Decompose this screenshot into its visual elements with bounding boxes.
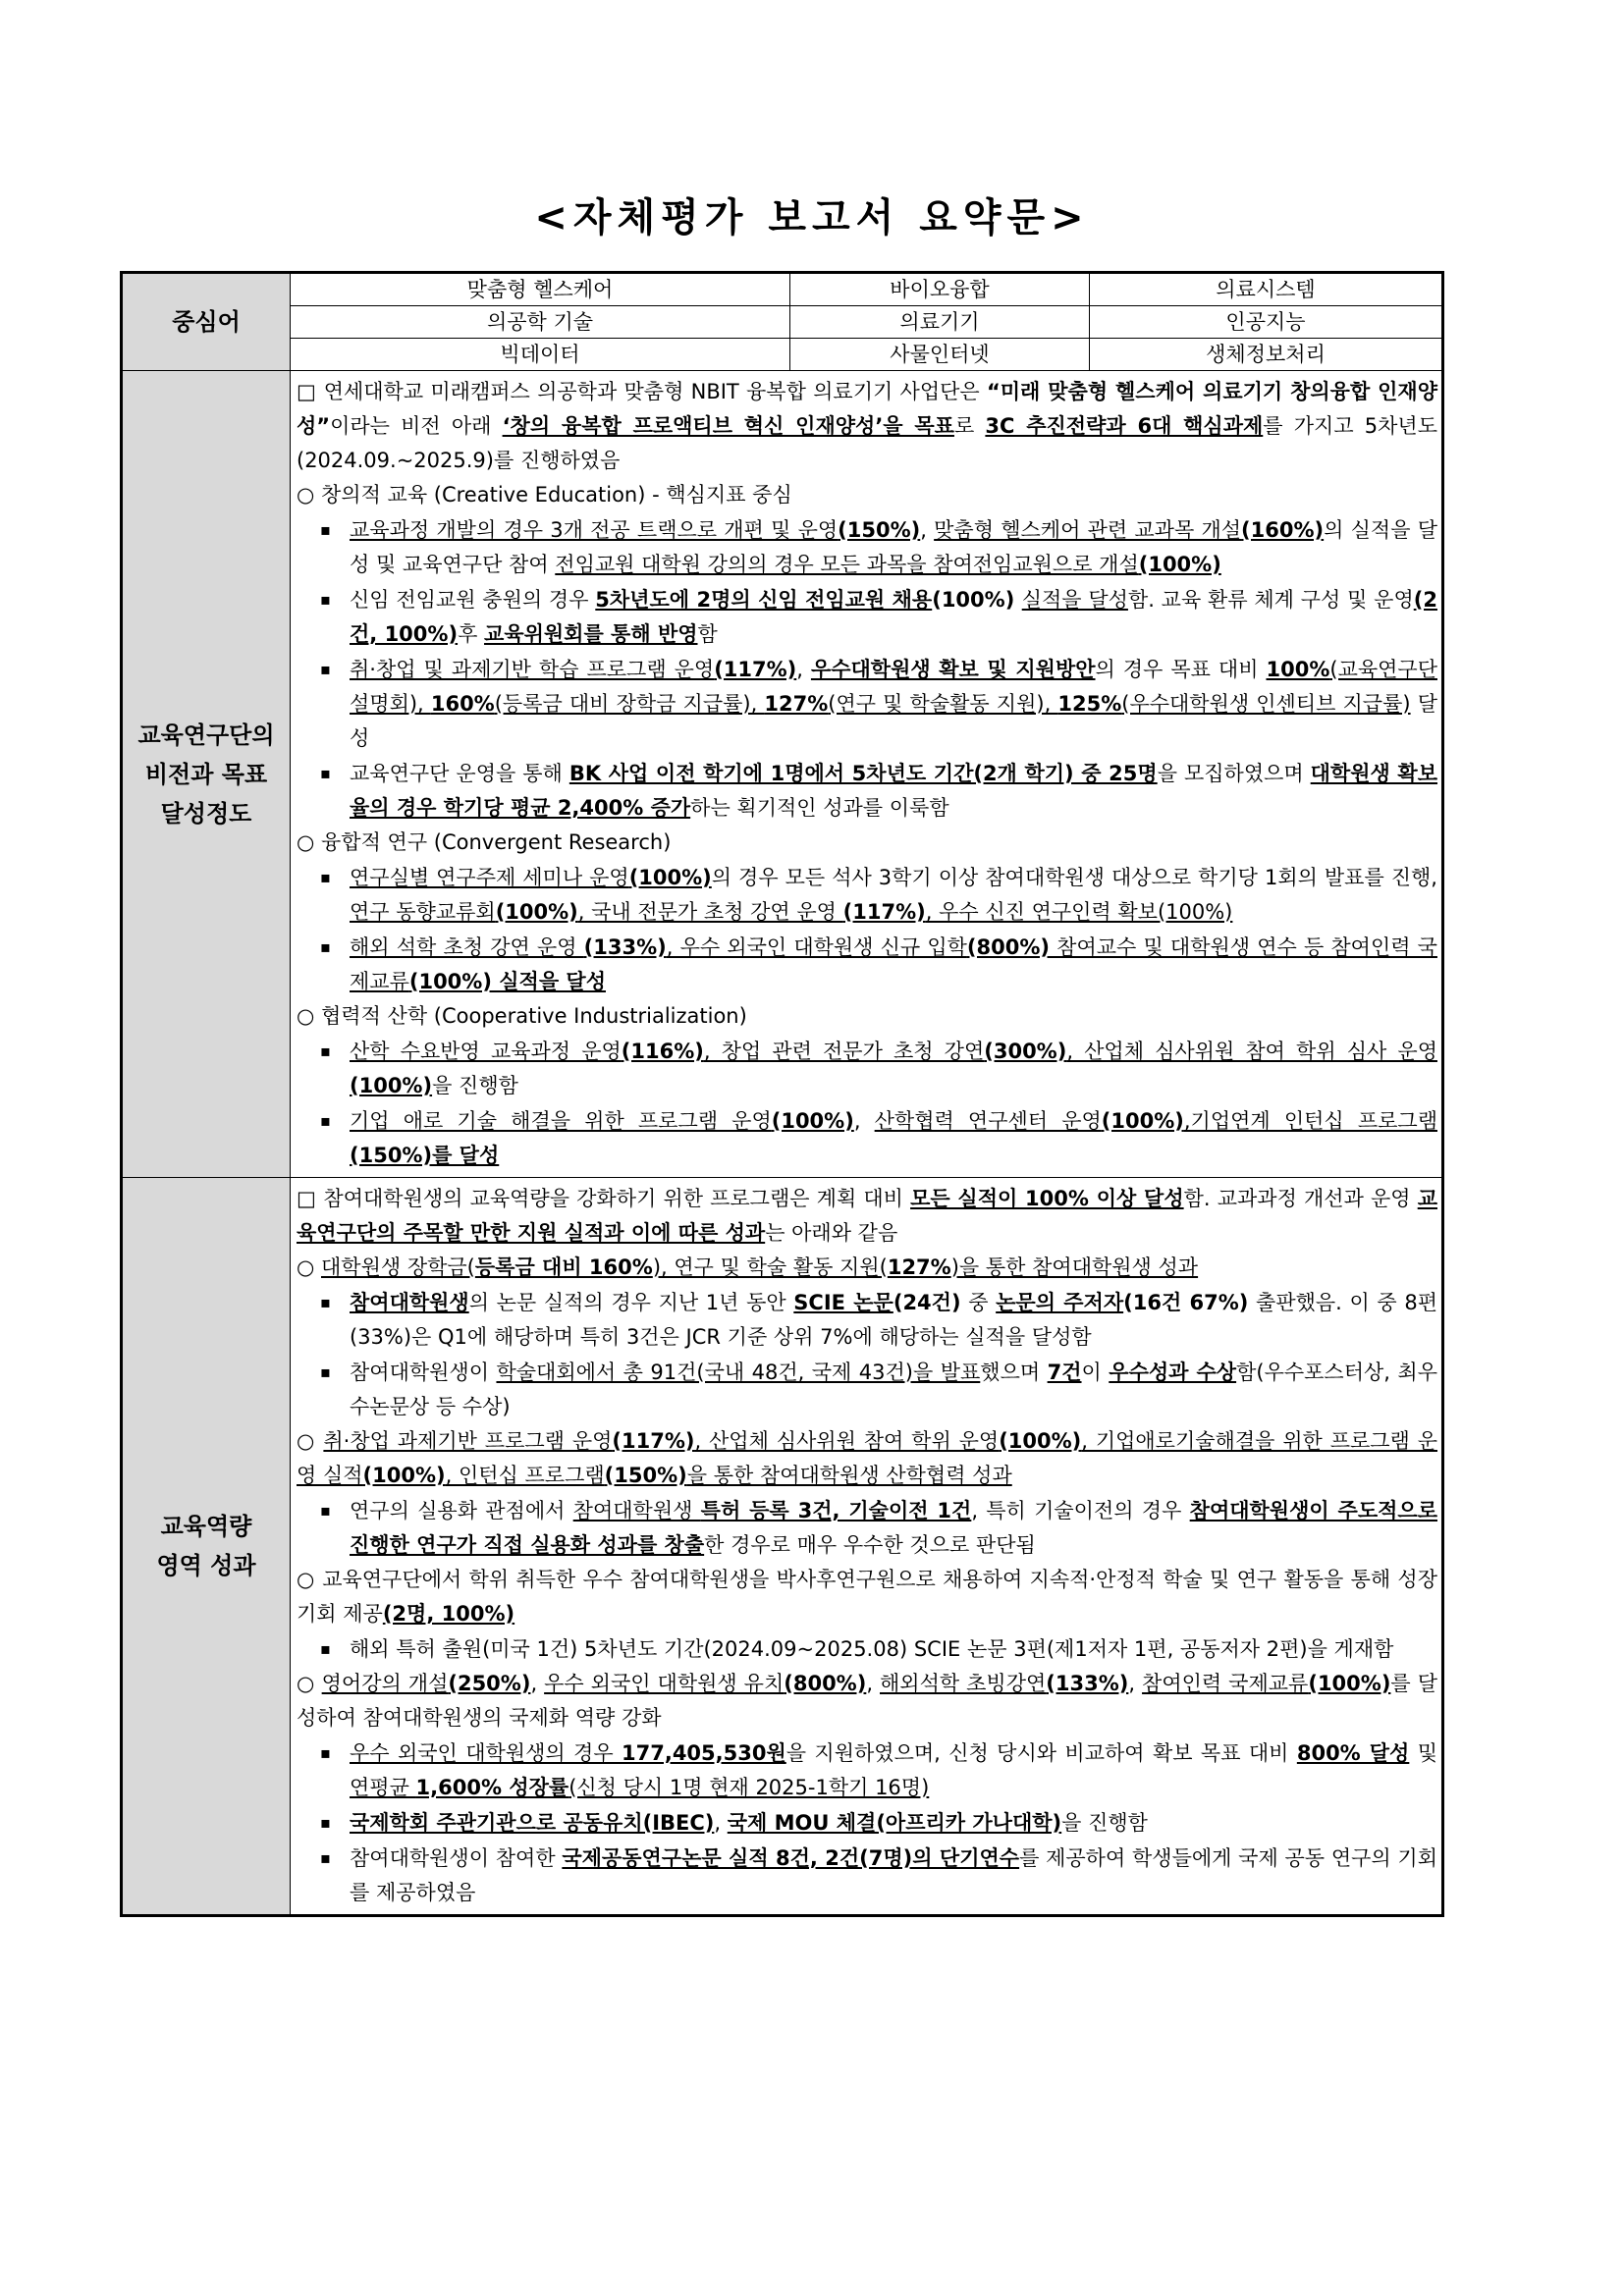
text-run: (100%) — [999, 1429, 1082, 1453]
text-run: 1,600% 성장률 — [415, 1776, 569, 1799]
text-run: , — [796, 658, 811, 681]
text-run: 는 아래와 같음 — [765, 1221, 898, 1245]
text-run: 을 진행함 — [432, 1074, 518, 1097]
text-run: 기업 애로 기술 해결을 위한 프로그램 운영 — [350, 1109, 772, 1133]
text-run: 국제학회 주관기관으로 공동유치(IBEC) — [350, 1811, 715, 1835]
international-bullet — [350, 1841, 1437, 1910]
text-run: 참여대학원생 — [572, 1499, 701, 1522]
postdoc-heading — [297, 1563, 1437, 1631]
text-run: 우수 외국인 대학원생의 경우 — [350, 1741, 622, 1765]
text-run: 모든 실적이 100% 이상 달성 — [910, 1187, 1184, 1210]
text-run: ○ — [297, 1255, 321, 1279]
vision-content — [291, 371, 1443, 1178]
vision-header — [122, 371, 291, 1178]
text-run: 참여대학원생이 참여한 — [350, 1846, 563, 1870]
text-run: 이라는 비전 아래 — [330, 414, 503, 438]
text-run: 177,405,530원 — [622, 1741, 786, 1765]
text-run: (100%) — [495, 900, 578, 924]
text-run: 함. 교과과정 개선과 운영 — [1183, 1187, 1418, 1210]
international-heading — [297, 1667, 1437, 1735]
text-run: (150%) — [604, 1464, 687, 1487]
text-run: (117%) — [612, 1429, 695, 1453]
creative-bullet — [350, 652, 1437, 756]
text-run: )을 통한 참여대학원생 성과 — [950, 1255, 1199, 1279]
text-run: 이 — [1081, 1361, 1110, 1384]
text-run: 후 — [458, 622, 485, 646]
text-run: 연구실별 연구주제 세미나 운영 — [350, 866, 629, 889]
text-run: (100%) — [932, 588, 1022, 612]
text-run: 해외석학 초빙강연 — [880, 1672, 1047, 1695]
text-run: 교육과정 개발의 경우 3개 전공 트랙으로 개편 및 운영 — [350, 518, 839, 542]
text-run: 달성 — [350, 692, 1437, 750]
text-run: 참여대학원생 — [350, 1291, 469, 1314]
text-run: (연구 및 학술활동 지원), — [828, 692, 1058, 716]
text-run: 함 — [697, 622, 718, 646]
text-run: (교육연구단 설명회), — [350, 658, 1437, 716]
text-run: 127% — [764, 692, 829, 716]
text-run: 의 경우 목표 대비 — [1095, 658, 1267, 681]
keyword-cell: 인공지능 — [1090, 306, 1443, 339]
international-bullet — [350, 1735, 1437, 1805]
text-run: 을 지원하였으며, 신청 당시와 비교하여 확보 목표 대비 — [785, 1741, 1297, 1765]
text-run: □ 연세대학교 미래캠퍼스 의공학과 맞춤형 NBIT 융복합 의료기기 사업단은 — [297, 380, 987, 403]
text-run: □ 참여대학원생의 교육역량을 강화하기 위한 프로그램은 계획 대비 — [297, 1187, 911, 1210]
text-run: , — [866, 1672, 880, 1695]
text-run: 참여인력 국제교류 — [1142, 1672, 1309, 1695]
text-run: 연구의 실용화 관점에서 — [350, 1499, 573, 1522]
text-run: ○ 교육연구단에서 학위 취득한 우수 참여대학원생을 박사후연구원으로 채용하여 지속적·안정적 학술 및 연구 활동을 통해 성장 기회 제공 — [297, 1568, 1437, 1626]
summary-table — [120, 271, 1444, 1917]
vision-header-line: 달성정도 — [160, 799, 252, 828]
text-run: 3C 추진전략과 6대 핵심과제 — [985, 414, 1264, 438]
text-run: ), 연구 및 학술 활동 지원( — [652, 1255, 888, 1279]
text-run: 특허 등록 3건, 기술이전 1건 — [700, 1499, 972, 1522]
keyword-row — [122, 273, 1443, 306]
text-run: BK 사업 이전 학기에 1명에서 5차년도 기간(2개 학기) 중 25명 — [568, 762, 1158, 785]
text-run: 125% — [1057, 692, 1122, 716]
text-run: 우수성과 수상 — [1109, 1361, 1237, 1384]
text-run: (100%) — [628, 866, 712, 889]
text-run: 7건 — [1047, 1361, 1082, 1384]
keywords-header: 중심어 — [122, 273, 291, 371]
text-run: (100%) — [1308, 1672, 1391, 1695]
text-run: 함(우수포스터상, 최우수논문상 등 수상) — [350, 1361, 1437, 1418]
text-run: 국제공동연구논문 실적 8건, 2건(7명)의 단기연수 — [562, 1846, 1020, 1870]
convergent-bullet — [350, 930, 1437, 999]
creative-bullet — [350, 756, 1437, 826]
text-run: , — [530, 1672, 545, 1695]
vision-header-line: 비전과 목표 — [144, 760, 268, 788]
text-run: 연평균 — [350, 1776, 416, 1799]
text-run: (16건 67%) — [1123, 1291, 1249, 1314]
text-run: 800% 달성 — [1296, 1741, 1410, 1765]
keyword-cell: 의료시스템 — [1090, 273, 1443, 306]
text-run: 를 가지고 5차년도(2024.09.~2025.9)를 진행하였음 — [297, 414, 1437, 472]
text-run: ‘창의 융복합 프로액티브 혁신 인재양성’을 목표 — [502, 414, 954, 438]
capacity-header — [122, 1178, 291, 1916]
text-run: 의 경우 모든 석사 3학기 이상 참여대학원생 대상으로 학기당 1회의 발표를 진행, — [711, 866, 1437, 889]
text-run: 했으며 — [980, 1361, 1048, 1384]
vision-header-line: 교육연구단의 — [137, 721, 275, 749]
capacity-header-line: 영역 성과 — [156, 1552, 256, 1579]
keyword-cell: 빅데이터 — [291, 339, 790, 371]
text-run: 해외 석학 초청 강연 운영 — [350, 935, 584, 959]
text-run: 160% — [430, 692, 495, 716]
text-run: (117%) — [842, 900, 926, 924]
text-run: (100%) 실적을 달성 — [408, 970, 606, 993]
text-run: 신임 전임교원 충원의 경우 — [350, 588, 596, 612]
scholarship-heading — [297, 1251, 1437, 1285]
creative-bullet — [350, 582, 1437, 652]
text-run: , 산업체 심사위원 참여 학위 심사 운영 — [1066, 1040, 1437, 1063]
international-bullet — [350, 1805, 1437, 1841]
text-run: (등록금 대비 장학금 지급률), — [494, 692, 765, 716]
text-run: 교육연구단 운영을 통해 — [350, 762, 569, 785]
text-run: (800%) — [784, 1672, 867, 1695]
text-run: ,기업연계 인턴십 프로그램 — [1183, 1109, 1437, 1133]
keyword-cell: 의료기기 — [790, 306, 1090, 339]
text-run: (133%) — [1046, 1672, 1129, 1695]
text-run: (250%) — [448, 1672, 531, 1695]
text-run: 산학협력 연구센터 운영 — [874, 1109, 1102, 1133]
text-run: (100%) — [1101, 1109, 1184, 1133]
text-run: (117%) — [714, 658, 797, 681]
text-run: 의 논문 실적의 경우 지난 1년 동안 — [468, 1291, 794, 1314]
text-run: 연구 동향교류회 — [350, 900, 496, 924]
text-run: (150%) — [838, 518, 921, 542]
text-run: 학술대회에서 총 91건(국내 48건, 국제 43건)을 발표 — [496, 1361, 981, 1384]
keyword-cell: 생체정보처리 — [1090, 339, 1443, 371]
text-run: 100% — [1266, 658, 1330, 681]
text-run: 등록금 대비 160% — [474, 1255, 653, 1279]
text-run: (우수대학원생 인센티브 지급률) — [1121, 692, 1411, 716]
text-run: (100%) — [362, 1464, 446, 1487]
text-run: 교육위원회를 통해 반영 — [484, 622, 698, 646]
text-run: 국제 MOU 체결(아프리카 가나대학) — [727, 1811, 1062, 1835]
text-run: 를 제공하여 학생들에게 국제 공동 연구의 기회를 제공하였음 — [350, 1846, 1437, 1904]
text-run: , — [920, 518, 935, 542]
creative-bullet — [350, 512, 1437, 582]
text-run: (2건, 100%) — [350, 588, 1437, 646]
text-run: 의 실적을 달성 및 교육연구단 참여 — [350, 518, 1437, 576]
text-run: 함. 교육 환류 체계 구성 및 운영 — [1127, 588, 1414, 612]
text-run: 전임교원 대학원 강의의 경우 모든 과목을 참여전임교원으로 개설 — [555, 553, 1139, 576]
text-run: ○ — [297, 1672, 322, 1695]
text-run: (800%) — [966, 935, 1050, 959]
text-run: (300%) — [984, 1040, 1067, 1063]
capacity-intro — [297, 1182, 1437, 1251]
scholarship-bullet — [350, 1285, 1437, 1355]
text-run: 영어강의 개설 — [321, 1672, 449, 1695]
keyword-cell: 사물인터넷 — [790, 339, 1090, 371]
text-run: 취·창업 및 과제기반 학습 프로그램 운영 — [350, 658, 715, 681]
text-run: , 창업 관련 전문가 초청 강연 — [703, 1040, 985, 1063]
text-run: (신청 당시 1명 현재 2025-1학기 16명) — [568, 1776, 930, 1799]
convergent-research-heading: ○ 융합적 연구 (Convergent Research) — [297, 830, 672, 854]
text-run: (100%) — [350, 1074, 433, 1097]
text-run: 한 경우로 매우 우수한 것으로 판단됨 — [704, 1533, 1036, 1557]
capacity-content — [291, 1178, 1443, 1916]
text-run: 해외 특허 출원(미국 1건) 5차년도 기간(2024.09~2025.08) SCIE 논문 3편(제1저자 1편, 공동저자 2편)을 게재함 — [350, 1637, 1394, 1661]
cooperative-heading: ○ 협력적 산학 (Cooperative Industrialization) — [297, 1004, 747, 1028]
text-run: , 인턴십 프로그램 — [445, 1464, 605, 1487]
text-run: (133%) — [583, 935, 667, 959]
postdoc-bullet — [350, 1631, 1437, 1667]
text-run: 5차년도에 2명의 신임 전임교원 채용 — [595, 588, 933, 612]
cooperative-bullet — [350, 1034, 1437, 1103]
text-run: , — [714, 1811, 728, 1835]
creative-education-heading: ○ 창의적 교육 (Creative Education) - 핵심지표 중심 — [297, 483, 792, 507]
text-run: 대학원생 확보율의 경우 학기당 평균 2,400% 증가 — [350, 762, 1438, 820]
text-run: , 우수 신진 연구인력 확보(100%) — [925, 900, 1233, 924]
text-run: , 산업체 심사위원 참여 학위 운영 — [694, 1429, 1000, 1453]
text-run: 하는 획기적인 성과를 이룩함 — [690, 796, 949, 820]
text-run: 127% — [887, 1255, 951, 1279]
text-run: (150%)를 달성 — [350, 1144, 500, 1167]
convergent-bullet — [350, 860, 1437, 930]
text-run: , — [853, 1109, 875, 1133]
text-run: 논문의 주저자 — [996, 1291, 1124, 1314]
text-run: , — [1128, 1672, 1143, 1695]
text-run: SCIE 논문 — [793, 1291, 893, 1314]
scholarship-bullet — [350, 1355, 1437, 1424]
text-run: 중 — [960, 1291, 997, 1314]
cooperative-bullet — [350, 1103, 1437, 1173]
keyword-cell: 맞춤형 헬스케어 — [291, 273, 790, 306]
keyword-row — [122, 306, 1443, 339]
text-run: , 기업애로기술해결을 위한 프로그램 운영 실적 — [297, 1429, 1438, 1487]
text-run: 로 — [953, 414, 986, 438]
text-run: 참여대학원생이 주도적으로 진행한 연구가 직접 실용화 성과를 창출 — [350, 1499, 1437, 1557]
text-run: (100%) — [771, 1109, 854, 1133]
keyword-row — [122, 339, 1443, 371]
text-run: (116%) — [621, 1040, 704, 1063]
text-run: 참여교수 및 대학원생 연수 등 참여인력 국제교류 — [350, 935, 1437, 993]
text-run: , 특히 기술이전의 경우 — [971, 1499, 1190, 1522]
text-run: 산학 수요반영 교육과정 운영 — [350, 1040, 622, 1063]
text-run: 참여대학원생이 — [350, 1361, 497, 1384]
text-run: 취·창업 과제기반 프로그램 운영 — [323, 1429, 613, 1453]
text-run: 을 진행함 — [1061, 1811, 1148, 1835]
text-run: 실적을 달성 — [1021, 588, 1128, 612]
text-run: (2명, 100%) — [382, 1602, 515, 1626]
industry-heading — [297, 1424, 1437, 1493]
keyword-cell: 바이오융합 — [790, 273, 1090, 306]
industry-bullet — [350, 1493, 1437, 1563]
text-run: 교육연구단의 주목할 만한 지원 실적과 이에 따른 성과 — [297, 1187, 1437, 1245]
text-run: 을 통한 참여대학원생 산학협력 성과 — [686, 1464, 1012, 1487]
text-run: 우수 외국인 대학원생 유치 — [544, 1672, 785, 1695]
vision-intro — [297, 375, 1437, 478]
page-title: <자체평가 보고서 요약문> — [534, 195, 1090, 240]
text-run: 를 달성하여 참여대학원생의 국제화 역량 강화 — [297, 1672, 1437, 1730]
vision-row — [122, 371, 1443, 1178]
text-run: 을 모집하였으며 — [1157, 762, 1311, 785]
text-run: 맞춤형 헬스케어 관련 교과목 개설 — [934, 518, 1242, 542]
text-run: 대학원생 장학금( — [321, 1255, 475, 1279]
text-run: , 국내 전문가 초청 강연 운영 — [577, 900, 843, 924]
text-run: (100%) — [1138, 553, 1221, 576]
text-run: 우수대학원생 확보 및 지원방안 — [810, 658, 1096, 681]
text-run: 출판했음. 이 중 8편(33%)은 Q1에 해당하며 특히 3건은 JCR 기준 상위 7%에 해당하는 실적을 달성함 — [350, 1291, 1437, 1349]
text-run: , 우수 외국인 대학원생 신규 입학 — [666, 935, 967, 959]
capacity-header-line: 교육역량 — [160, 1513, 252, 1540]
text-run: 및 — [1409, 1741, 1438, 1765]
capacity-row — [122, 1178, 1443, 1916]
keyword-cell: 의공학 기술 — [291, 306, 790, 339]
text-run: (24건) — [893, 1291, 961, 1314]
text-run: ○ — [297, 1429, 324, 1453]
text-run: (160%) — [1241, 518, 1325, 542]
text-run: “미래 맞춤형 헬스케어 의료기기 창의융합 인재양성” — [297, 380, 1437, 438]
